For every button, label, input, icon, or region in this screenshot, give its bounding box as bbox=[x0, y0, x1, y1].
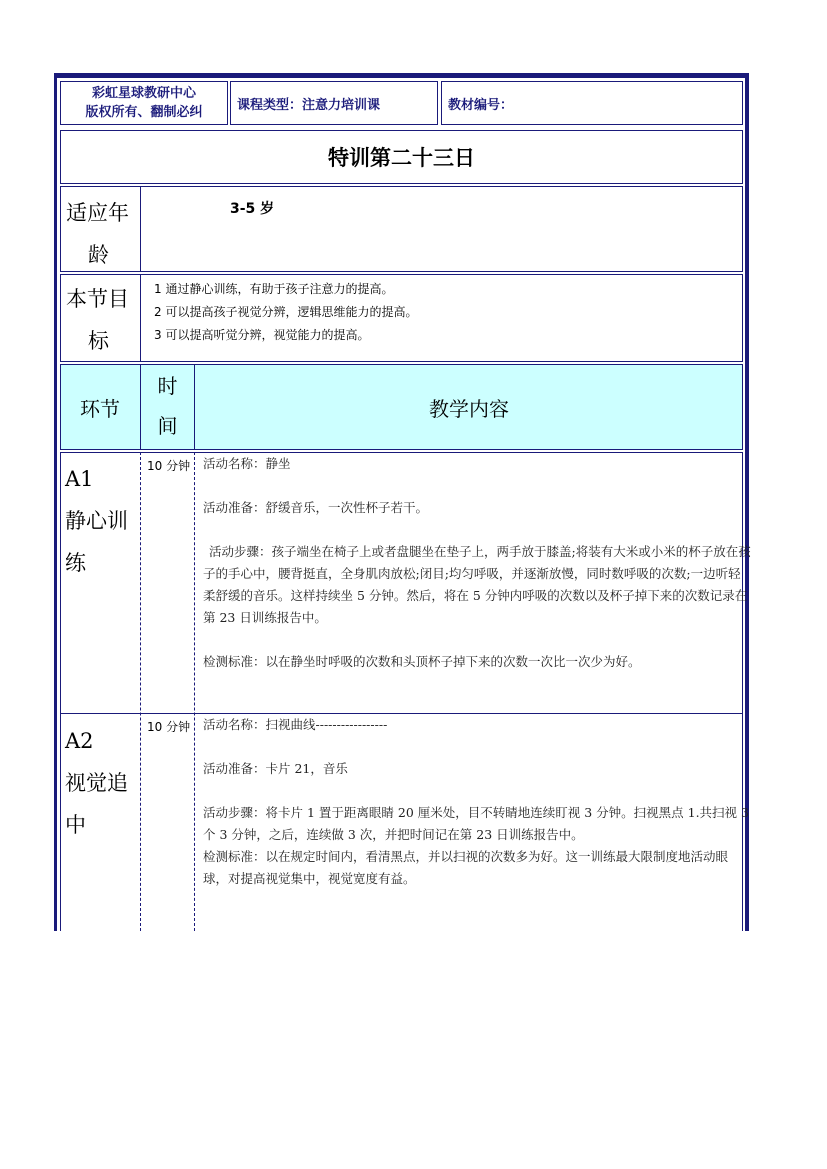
content-header bbox=[195, 364, 743, 450]
activity-standard: 检测标准：以在规定时间内，看清黑点，并以扫视的次数多为好。这一训练最大限制度地活动眼球，对提高视觉集中，视觉宽度有益。 bbox=[203, 849, 729, 886]
goals-label bbox=[56, 278, 150, 362]
age-divider bbox=[140, 186, 141, 272]
title-cell bbox=[60, 130, 743, 184]
goal-item: 1 通过静心训练，有助于孩子注意力的提高。 bbox=[154, 282, 394, 296]
goals-list bbox=[140, 274, 754, 347]
age-value: 3-5 岁 bbox=[230, 201, 275, 217]
section-name-line1: 静心训 bbox=[65, 509, 128, 533]
page-title: 特训第二十三日 bbox=[328, 146, 475, 170]
section-name-line2: 练 bbox=[65, 551, 86, 575]
org-line2: 版权所有、翻制必纠 bbox=[85, 105, 203, 120]
material-no-cell bbox=[441, 81, 743, 125]
section-a2-label bbox=[56, 716, 149, 846]
segment-header-text: 环节 bbox=[80, 396, 120, 421]
time-header-line1: 时 bbox=[157, 374, 178, 398]
section-a2-content bbox=[195, 714, 759, 890]
age-label-line1: 适应年 bbox=[66, 201, 129, 225]
activity-preparation: 活动准备：卡片 21，音乐 bbox=[203, 761, 348, 776]
activity-name: 活动名称：扫视曲线----------------- bbox=[203, 717, 388, 732]
section-name-line1: 视觉追 bbox=[65, 771, 128, 795]
section-a1-time: 10 分钟 bbox=[147, 459, 191, 473]
section-name-line2: 中 bbox=[65, 813, 86, 837]
section-a1-content bbox=[195, 453, 759, 673]
segment-header bbox=[60, 364, 140, 450]
age-label bbox=[56, 192, 150, 276]
age-row bbox=[60, 186, 743, 272]
section-code: A1 bbox=[65, 467, 94, 491]
goal-item: 2 可以提高孩子视觉分辨，逻辑思维能力的提高。 bbox=[154, 305, 418, 319]
section-a1-label bbox=[56, 454, 149, 584]
course-type: 课程类型：注意力培训课 bbox=[237, 97, 381, 113]
age-label-line2: 龄 bbox=[88, 243, 109, 267]
activity-standard: 检测标准：以在静坐时呼吸的次数和头顶杯子掉下来的次数一次比一次少为好。 bbox=[203, 654, 641, 669]
activity-name: 活动名称：静坐 bbox=[203, 456, 291, 471]
goals-label-line1: 本节目 bbox=[66, 287, 129, 311]
material-no: 教材编号： bbox=[448, 97, 514, 113]
time-header bbox=[141, 366, 194, 446]
goals-label-line2: 标 bbox=[88, 329, 109, 353]
org-cell bbox=[60, 81, 228, 125]
section-a2-time: 10 分钟 bbox=[147, 720, 191, 734]
activity-preparation: 活动准备：舒缓音乐，一次性杯子若干。 bbox=[203, 500, 429, 515]
section-code: A2 bbox=[65, 729, 94, 753]
activity-steps: 活动步骤：孩子端坐在椅子上或者盘腿坐在垫子上，两手放于膝盖;将装有大米或小米的杯子放在孩子的手心中，腰背挺直，全身肌肉放松;闭目;均匀呼吸，并逐渐放慢，同时数呼吸的次数;一边听轻柔舒缓的音乐。这样持续坐 5 分钟。然后，将在 5 分钟内呼吸的次数以及杯子掉下来的次数记录在第 23 日训练报告中。 bbox=[203, 544, 751, 625]
content-header-text: 教学内容 bbox=[429, 396, 509, 421]
course-type-cell bbox=[230, 81, 438, 125]
goal-item: 3 可以提高听觉分辨，视觉能力的提高。 bbox=[154, 328, 370, 342]
time-header-line2: 间 bbox=[157, 414, 178, 438]
org-line1: 彩虹星球教研中心 bbox=[91, 86, 196, 101]
activity-steps: 活动步骤：将卡片 1 置于距离眼睛 20 厘米处，目不转睛地连续盯视 3 分钟。扫视黑点 1.共扫视 3 个 3 分钟，之后，连续做 3 次，并把时间记在第 23 日训练报告中。 bbox=[203, 805, 749, 842]
